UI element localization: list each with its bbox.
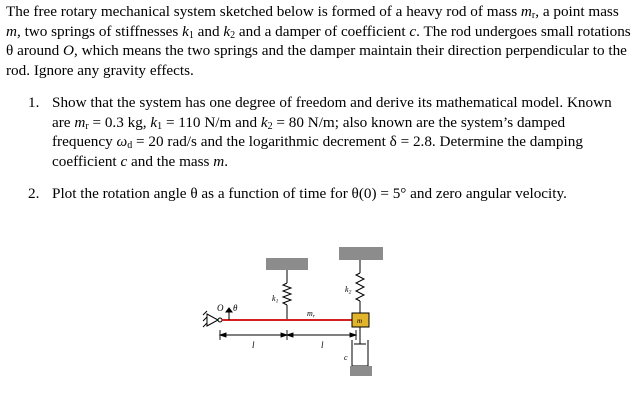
spring-k2 [356,260,364,313]
intro-paragraph: The free rotary mechanical system sketched below is formed of a heavy rod of mass $m_r$, a point mass m, two springs of stiffnesses $k_1$ and $k_2$ and a damper of coefficient c. The rod undergoes small rotations θ around O, which means the two springs and the damper maintain their direction perpendicular to the rod. Ignore any gravity effects. [6,3,631,79]
label-O: O [217,303,224,313]
label-l1: l [252,340,255,350]
ground-block-right [339,247,383,260]
label-m: m [357,317,363,325]
pivot-support [203,311,222,327]
task-number: 2. [28,185,40,203]
spring-k1 [283,270,291,320]
damper-c [352,327,368,366]
dimension-line [220,330,356,340]
task-number: 1. [28,94,40,111]
label-mr: mr [307,309,315,320]
label-theta: θ [233,303,238,313]
damper-ground [350,366,372,376]
label-l2: l [321,340,324,350]
theta-arrow [226,308,232,320]
label-k1: k1 [272,294,279,305]
label-c: c [344,353,348,362]
task-1: 1. Show that the system has one degree of freedom and derive its mathematical model. Known are $m_r = 0.3$ kg, $k_1 = 110$ N/m and $k_2 = 80$ N/m; also known are the system’s damped frequency $\omega_d = 20$ rad/s and the logarithmic decrement δ = 2.8. Determine the damping coefficient c and the mass m. [28,94,612,170]
label-k2: k2 [345,285,352,296]
task-2: 2. Plot the rotation angle θ as a function of time for θ(0) = 5° and zero angular velocity. [28,185,567,203]
ground-block-left [266,258,308,270]
